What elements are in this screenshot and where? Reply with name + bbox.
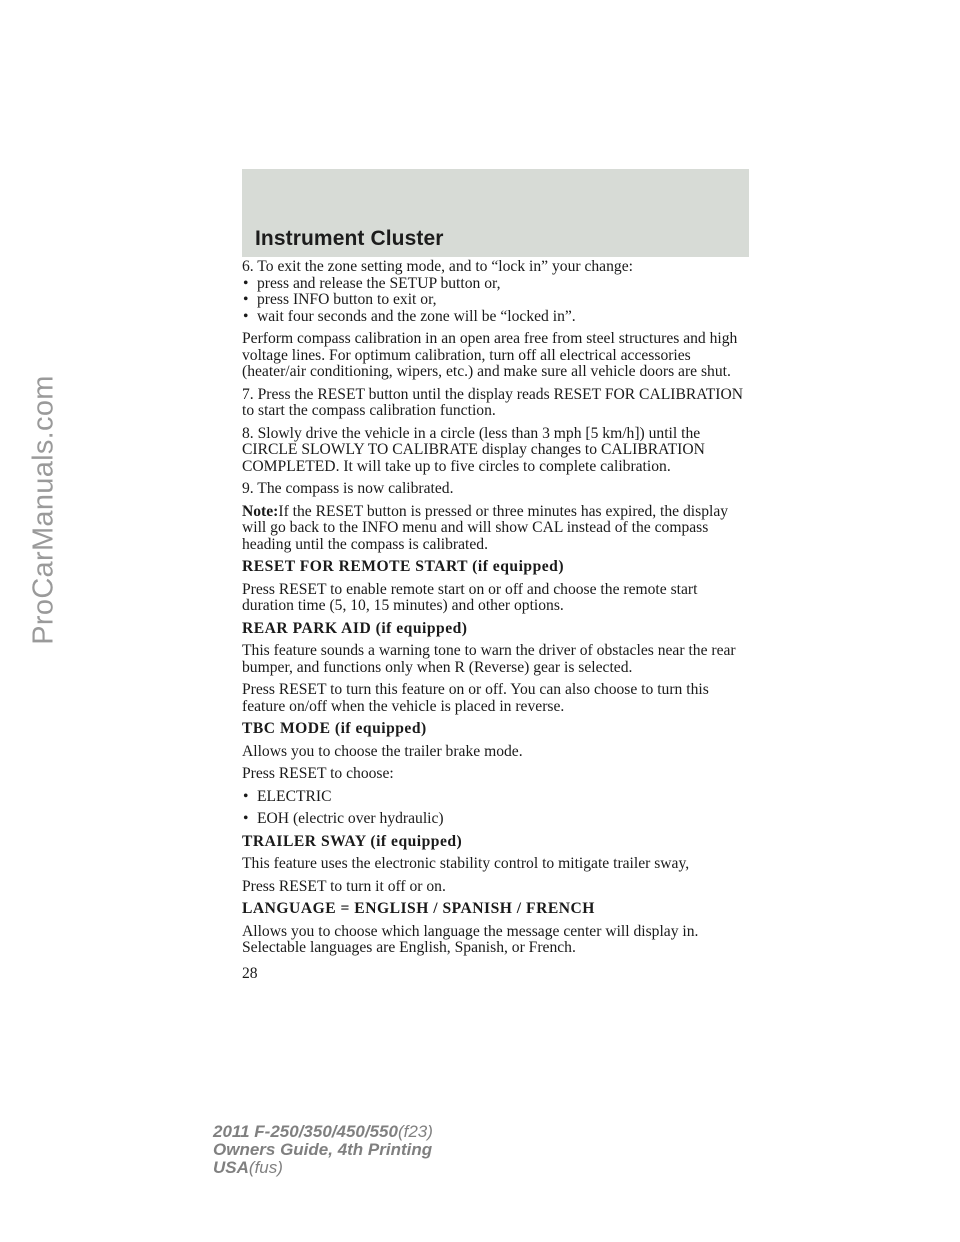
calibration-paragraph: Perform compass calibration in an open area free from steel structures and high voltage lines. For optimum calibration, turn off all electrical accessories (heater/air conditioning, wipers, etc.) and make sure all vehicle doors are shut. [242,330,738,380]
footer-model-line [213,1123,433,1141]
rear-park-aid-text: This feature sounds a warning tone to warn the driver of obstacles near the rear bumper, and functions only when R (Reverse) gear is selected. [242,642,736,676]
step-8: 8. Slowly drive the vehicle in a circle (less than 3 mph [5 km/h]) until the CIRCLE SLOWLY TO CALIBRATE display changes to CALIBRATION COMPLETED. It will take up to five circles to complete calibration. [242,424,705,475]
remote-start-heading: RESET FOR REMOTE START (if equipped) [242,558,565,575]
section-header-band [242,169,749,257]
rear-park-aid-reset-text: Press RESET to turn this feature on or off. You can also choose to turn this feature on/off when the vehicle is placed in reverse. [242,681,709,715]
note-paragraph [242,504,752,554]
step-6-intro: 6. To exit the zone setting mode, and to “lock in” your change: [242,258,633,275]
footer-region-code: (fus) [248,1158,283,1177]
tbc-option: • EOH (electric over hydraulic) [242,811,752,828]
page-number: 28 [242,965,258,982]
trailer-sway-text: This feature uses the electronic stability control to mitigate trailer sway, [242,855,690,872]
step-7: 7. Press the RESET button until the display reads RESET FOR CALIBRATION to start the compass calibration function. [242,385,744,419]
trailer-sway-reset-text: Press RESET to turn it off or on. [242,877,446,895]
footer-model: 2011 F-250/350/450/550 [213,1122,398,1141]
footer-model-code: (f23) [397,1122,433,1141]
language-heading: LANGUAGE = ENGLISH / SPANISH / FRENCH [242,900,595,917]
language-text: Allows you to choose which language the message center will display in. Selectable languages are English, Spanish, or French. [242,922,699,956]
document-footer [213,1123,433,1177]
step-6-bullet: • press and release the SETUP button or, [242,276,752,293]
step-6-bullet: • press INFO button to exit or, [242,292,752,309]
rear-park-aid-heading: REAR PARK AID (if equipped) [242,619,468,637]
step-6-bullet: • wait four seconds and the zone will be “locked in”. [242,309,752,326]
watermark-text: ProCarManuals.com [27,375,60,645]
section-title: Instrument Cluster [255,227,444,250]
tbc-mode-text: Allows you to choose the trailer brake mode. [242,742,523,760]
tbc-option: • ELECTRIC [242,789,752,806]
step-9: 9. The compass is now calibrated. [242,480,454,497]
tbc-mode-heading: TBC MODE (if equipped) [242,720,427,737]
remote-start-text: Press RESET to enable remote start on or off and choose the remote start duration time (5, 10, 15 minutes) and other options. [242,580,698,614]
page-content [242,259,752,963]
note-text: If the RESET button is pressed or three minutes has expired, the display will go back to the INFO menu and will show CAL instead of the compass heading until the compass is calibrated. [242,502,729,553]
footer-region-line [213,1159,433,1177]
footer-guide: Owners Guide, 4th Printing [213,1140,433,1159]
trailer-sway-heading: TRAILER SWAY (if equipped) [242,832,463,850]
step-6-bullet-list [242,276,752,326]
note-label: Note: [242,502,279,520]
footer-region: USA [213,1158,249,1177]
tbc-mode-choose: Press RESET to choose: [242,765,394,782]
